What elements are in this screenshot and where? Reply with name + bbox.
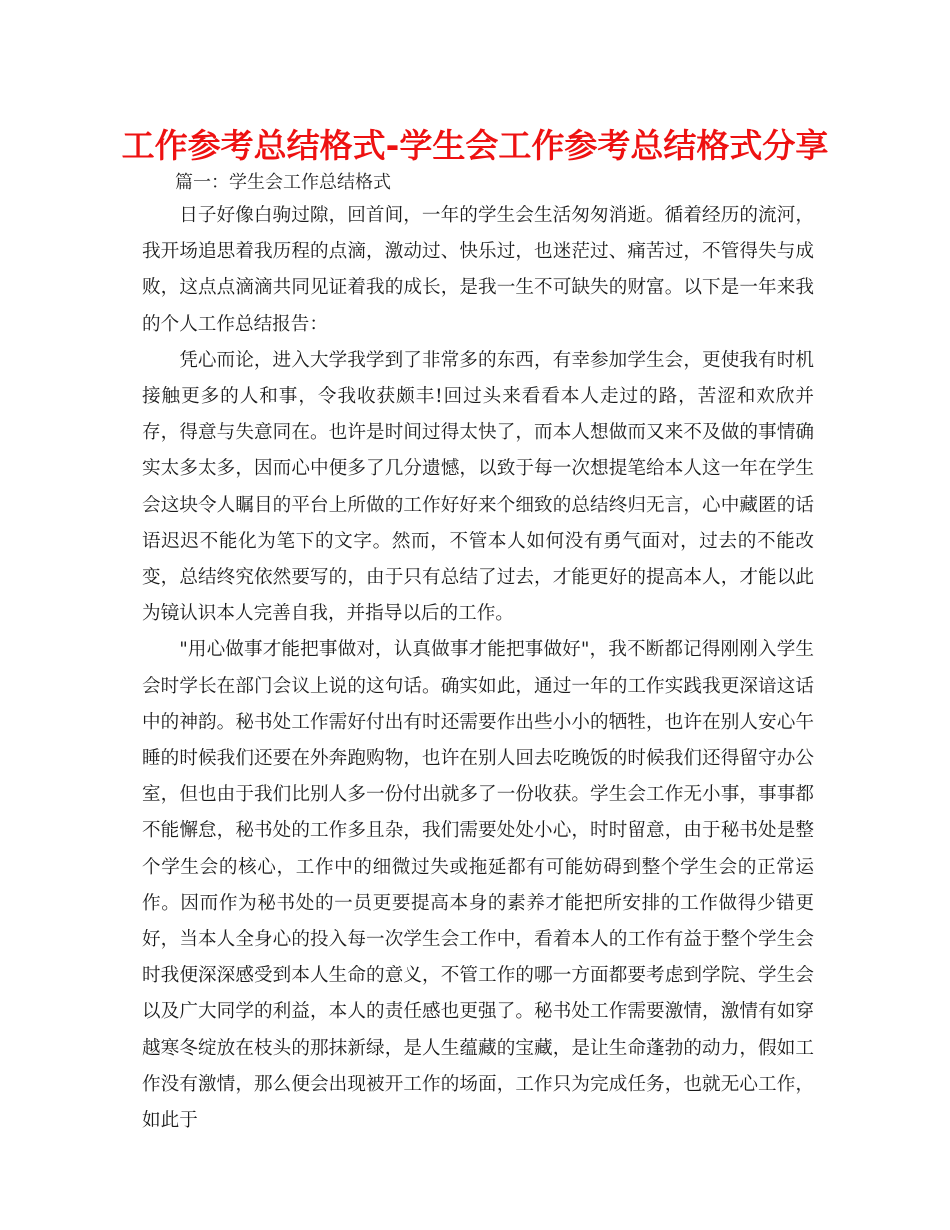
document-body — [142, 198, 814, 1139]
paragraph: 凭心而论，进入大学我学到了非常多的东西，有幸参加学生会，更使我有时机接触更多的人和事，令我收获颇丰!回过头来看看本人走过的路，苦涩和欢欣并存，得意与失意同在。也许是时间过得太快了，而本人想做而又来不及做的事情确实太多太多，因而心中便多了几分遗憾，以致于每一次想提笔给本人这一年在学生会这块令人瞩目的平台上所做的工作好好来个细致的总结终归无言，心中藏匿的话语迟迟不能化为笔下的文字。然而，不管本人如何没有勇气面对，过去的不能改变，总结终究依然要写的，由于只有总结了过去，才能更好的提高本人，才能以此为镜认识本人完善自我，并指导以后的工作。 — [142, 349, 814, 625]
document-title: 工作参考总结格式-学生会工作参考总结格式分享 — [121, 126, 829, 165]
section-heading: 篇一：学生会工作总结格式 — [175, 172, 391, 193]
paragraph: "用心做事才能把事做对，认真做事才能把事做好"，我不断都记得刚刚入学生会时学长在部门会议上说的这句话。确实如此，通过一年的工作实践我更深谙这话中的神韵。秘书处工作需好付出有时还需要作出些小小的牺牲，也许在别人安心午睡的时候我们还要在外奔跑购物，也许在别人回去吃晚饭的时候我们还得留守办公室，但也由于我们比别人多一份付出就多了一份收获。学生会工作无小事，事事都不能懈怠，秘书处的工作多且杂，我们需要处处小心，时时留意，由于秘书处是整个学生会的核心，工作中的细微过失或拖延都有可能妨碍到整个学生会的正常运作。因而作为秘书处的一员更要提高本身的素养才能把所安排的工作做得少错更好，当本人全身心的投入每一次学生会工作中，看着本人的工作有益于整个学生会时我便深深感受到本人生命的意义，不管工作的哪一方面都要考虑到学院、学生会以及广大同学的利益，本人的责任感也更强了。秘书处工作需要激情，激情有如穿越寒冬绽放在枝头的那抹新绿，是人生蕴藏的宝藏，是让生命蓬勃的动力，假如工作没有激情，那么便会出现被开工作的场面，工作只为完成任务，也就无心工作，如此于 — [142, 639, 814, 1132]
paragraph: 日子好像白驹过隙，回首间，一年的学生会生活匆匆消逝。循着经历的流河，我开场追思着我历程的点滴，激动过、快乐过，也迷茫过、痛苦过，不管得失与成败，这点点滴滴共同见证着我的成长，是我一生不可缺失的财富。以下是一年来我的个人工作总结报告： — [142, 205, 814, 335]
